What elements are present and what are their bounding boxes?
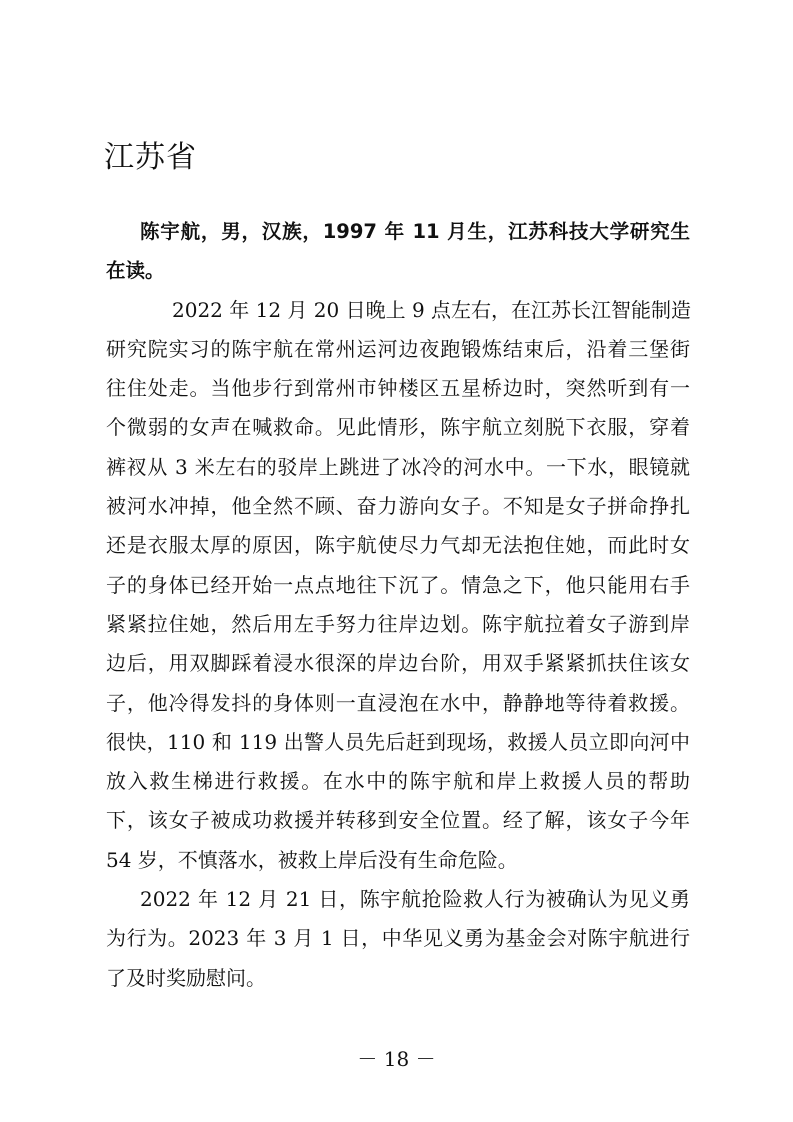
- paragraph-line: 紧紧拉住她，然后用左手努力往岸边划。陈宇航拉着女子游到岸: [106, 611, 690, 636]
- intro-line: 在读。: [106, 259, 165, 283]
- paragraph-line: 子，他冷得发抖的身体则一直浸泡在水中，静静地等待着救援。: [106, 690, 690, 715]
- paragraph-line: 裤衩从 3 米左右的驳岸上跳进了冰冷的河水中。一下水，眼镜就: [106, 454, 690, 479]
- paragraph-line: 研究院实习的陈宇航在常州运河边夜跑锻炼结束后，沿着三堡街: [106, 336, 690, 361]
- paragraph-line: 2022 年 12 月 20 日晚上 9 点左右，在江苏长江智能制造: [172, 297, 692, 322]
- page-number: － 18 －: [357, 1047, 436, 1071]
- paragraph-line: 54 岁，不慎落水，被救上岸后没有生命危险。: [106, 847, 518, 872]
- paragraph-line: 下，该女子被成功救援并转移到安全位置。经了解，该女子今年: [106, 808, 690, 833]
- paragraph-line: 被河水冲掉，他全然不顾、奋力游向女子。不知是女子拼命挣扎: [106, 494, 690, 519]
- paragraph-line: 子的身体已经开始一点点地往下沉了。情急之下，他只能用右手: [106, 572, 690, 597]
- paragraph-line: 了及时奖励慰问。: [106, 965, 266, 990]
- paragraph-line: 放入救生梯进行救援。在水中的陈宇航和岸上救援人员的帮助: [106, 769, 690, 794]
- paragraph-line: 个微弱的女声在喊救命。见此情形，陈宇航立刻脱下衣服，穿着: [106, 415, 690, 440]
- intro-line: 陈宇航，男，汉族，1997 年 11 月生，江苏科技大学研究生: [140, 220, 690, 243]
- paragraph-line: 2022 年 12 月 21 日，陈宇航抢险救人行为被确认为见义勇: [140, 887, 690, 912]
- paragraph-line: 很快，110 和 119 出警人员先后赶到现场，救援人员立即向河中: [106, 729, 690, 754]
- paragraph-line: 边后，用双脚踩着浸水很深的岸边台阶，用双手紧紧抓扶住该女: [106, 651, 690, 676]
- section-heading: 江苏省: [104, 140, 197, 175]
- paragraph-line: 往住处走。当他步行到常州市钟楼区五星桥边时，突然听到有一: [106, 376, 690, 401]
- paragraph-line: 还是衣服太厚的原因，陈宇航使尽力气却无法抱住她，而此时女: [106, 533, 690, 558]
- document-body: [106, 212, 690, 998]
- paragraph-line: 为行为。2023 年 3 月 1 日，中华见义勇为基金会对陈宇航进行: [106, 926, 690, 951]
